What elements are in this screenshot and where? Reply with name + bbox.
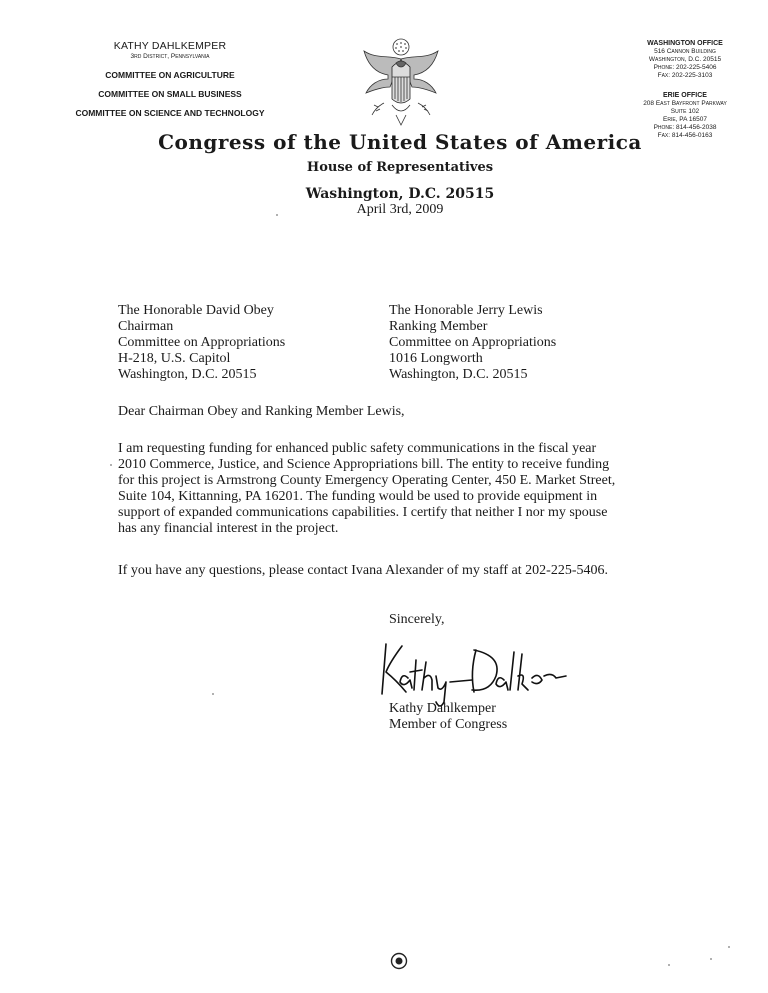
- committee-small-business: COMMITTEE ON SMALL BUSINESS: [98, 89, 242, 99]
- great-seal-icon: [358, 37, 444, 129]
- address-line: Ranking Member: [389, 319, 488, 334]
- left-header: [40, 40, 300, 118]
- body-line: Suite 104, Kittanning, PA 16201. The funding would be used to provide equipment in: [118, 489, 598, 504]
- body-line: has any financial interest in the project.: [118, 521, 339, 536]
- committee-science: COMMITTEE ON SCIENCE AND TECHNOLOGY: [75, 108, 265, 118]
- scan-speck: [110, 464, 112, 466]
- closing: Sincerely,: [389, 612, 445, 627]
- erie-office-line: Suite 102: [670, 108, 700, 115]
- erie-office-phone: Phone: 814-456-2038: [653, 124, 717, 131]
- letter-date: April 3rd, 2009: [356, 202, 444, 217]
- address-line: Washington, D.C. 20515: [118, 367, 257, 382]
- address-line: 1016 Longworth: [389, 351, 483, 366]
- right-header: [600, 40, 768, 140]
- handwritten-signature: [372, 632, 572, 712]
- congress-title: Congress of the United States of America: [158, 130, 642, 154]
- address-line: Committee on Appropriations: [389, 335, 557, 350]
- erie-office-line: Erie, PA 16507: [663, 116, 707, 123]
- washington-office-line: 516 Cannon Building: [654, 48, 716, 55]
- scan-speck: [728, 946, 730, 948]
- scan-speck: [710, 958, 712, 960]
- address-line: The Honorable Jerry Lewis: [389, 303, 543, 318]
- salutation: Dear Chairman Obey and Ranking Member Lewis,: [118, 404, 405, 419]
- contact-paragraph: If you have any questions, please contact Ivana Alexander of my staff at 202-225-5406.: [118, 563, 608, 578]
- scan-speck: [276, 214, 278, 216]
- body-line: 2010 Commerce, Justice, and Science Appropriations bill. The entity to receive funding: [118, 457, 610, 472]
- committee-agriculture: COMMITTEE ON AGRICULTURE: [105, 70, 235, 80]
- body-paragraph: [118, 441, 658, 537]
- union-bug-icon: [390, 952, 408, 970]
- body-line: for this project is Armstrong County Emergency Operating Center, 450 E. Market Street,: [118, 473, 616, 488]
- member-name: KATHY DAHLKEMPER: [113, 40, 227, 52]
- washington-office-heading: WASHINGTON OFFICE: [647, 40, 723, 47]
- erie-office-fax: Fax: 814-456-0163: [657, 132, 713, 139]
- recipient-address-left: [118, 303, 285, 383]
- signer-title: Member of Congress: [389, 717, 508, 732]
- city-line: Washington, D.C. 20515: [305, 186, 495, 202]
- address-line: Washington, D.C. 20515: [389, 367, 528, 382]
- washington-office-phone: Phone: 202-225-5406: [653, 64, 717, 71]
- address-line: Committee on Appropriations: [118, 335, 286, 350]
- signer-name: Kathy Dahlkemper: [389, 701, 496, 716]
- member-district: 3rd District, Pennsylvania: [130, 53, 210, 60]
- washington-office-line: Washington, D.C. 20515: [648, 56, 722, 63]
- scan-speck: [212, 693, 214, 695]
- body-line: I am requesting funding for enhanced public safety communications in the fiscal year: [118, 441, 597, 456]
- scan-speck: [668, 964, 670, 966]
- address-line: H-218, U.S. Capitol: [118, 351, 231, 366]
- recipient-address-right: [389, 303, 556, 383]
- erie-office-heading: ERIE OFFICE: [663, 92, 707, 99]
- house-title: House of Representatives: [306, 160, 494, 175]
- address-line: The Honorable David Obey: [118, 303, 274, 318]
- body-line: support of expanded communications capabilities. I certify that neither I nor my spouse: [118, 505, 608, 520]
- signer-block: [389, 701, 507, 733]
- washington-office-fax: Fax: 202-225-3103: [657, 72, 713, 79]
- address-line: Chairman: [118, 319, 174, 334]
- erie-office-line: 208 East Bayfront Parkway: [643, 100, 727, 107]
